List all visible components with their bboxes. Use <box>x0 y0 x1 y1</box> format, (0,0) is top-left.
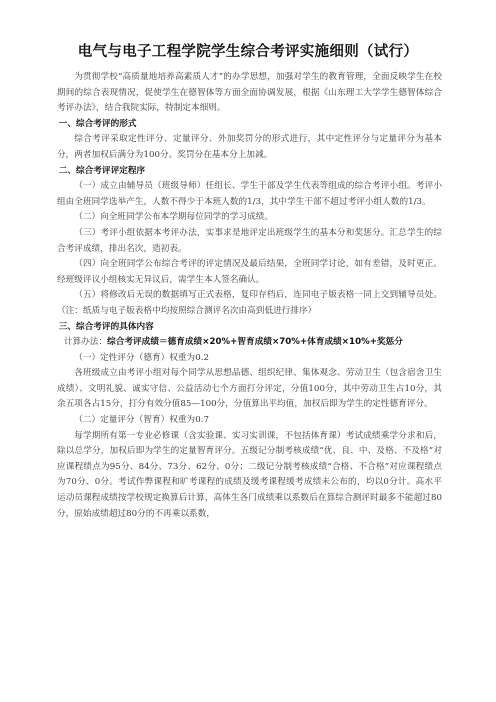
section-heading-procedure: 二、综合考评评定程序 <box>58 165 146 176</box>
section-heading-form: 一、综合考评的形式 <box>58 118 137 129</box>
formula-line <box>57 335 442 351</box>
procedure-step-5: （五）将修改后无误的数据填写正式表格，复印存档后，连同电子版表格一同上交到辅导员处。（注：纸质与电子版表格中均按照综合测评名次由高到低进行排序） <box>57 290 442 316</box>
procedure-step-2: （二）向全班同学公布本学期每位同学的学习成绩。 <box>74 212 273 223</box>
procedure-step-4: （四）向全班同学公布综合考评的评定情况及最后结果，全班同学讨论，如有差错，及时更正。经班级评议小组核实无异议后，需学生本人签名确认。 <box>57 259 442 285</box>
section-heading-content: 三、综合考评的具体内容 <box>58 321 154 332</box>
intro-paragraph: 为贯彻学校“高质量地培养高素质人才”的办学思想，加强对学生的教育管理，全面反映学生在校期间的综合表现情况，促使学生在德智体等方面全面协调发展，根据《山东理工大学学生德智体综合考评办法》，结合我院实际，特制定本细则。 <box>57 72 442 114</box>
procedure-step-1: （一）成立由辅导员（班级导师）任组长、学生干部及学生代表等组成的综合考评小组。考评小组由全班同学选举产生，人数不得少于本班人数的1/3，其中学生干部不超过考评小组人数的1/3。 <box>57 181 442 207</box>
section-form-paragraph: 综合考评采取定性评分、定量评分、外加奖罚分的形式进行，其中定性评分与定量评分为基本分，两者加权后满分为100分。奖罚分在基本分上加减。 <box>57 134 442 160</box>
procedure-step-3: （三）考评小组依据本考评办法，实事求是地评定出班级学生的基本分和奖惩分。汇总学生的综合考评成绩，排出名次，造初表。 <box>57 227 442 254</box>
document-body <box>57 70 442 522</box>
formula-text: 综合考评成绩＝德育成绩×20%+智育成绩×70%+体育成绩×10%+奖惩分 <box>107 337 403 348</box>
content-moral-paragraph: 各班级成立由考评小组对每个同学从思想品德、组织纪律、集体观念、劳动卫生（包含宿舍卫生成绩）、文明礼貌、诚实守信、公益活动七个方面打分评定，分值100分，其中劳动卫生占10分，其余五项各占15分，打分有效分值85—100分，分值算出平均值，加权后即为学生的定性德育评分。 <box>57 368 442 410</box>
content-intellect-paragraph: 每学期所有第一专业必修课（含实验课、实习实训课，不包括体育课）考试成绩乘学分求和后，除以总学分，加权后即为学生的定量智育评分。五级记分制考核成绩“优、良、中、及格、不及格”对应课程绩点为95分、84分、73分、62分、0分；二级记分制考核成绩“合格、不合格”对应课程绩点为70分、0分。考试作弊课程和旷考课程的成绩及缓考课程缓考成绩未公布的，均以0分计。高水平运动员课程成绩按学校规定换算后计算，高体生各门成绩乘以系数后在算综合测评时最多不能超过80分，原始成绩超过80分的不再乘以系数， <box>57 430 442 519</box>
content-subheading-intellect: （二）定量评分（智育）权重为0.7 <box>74 415 210 426</box>
content-subheading-moral: （一）定性评分（德育）权重为0.2 <box>74 352 210 363</box>
document-title: 电气与电子工程学院学生综合考评实施细则（试行） <box>77 44 419 60</box>
formula-label: 计算办法： <box>63 337 108 348</box>
